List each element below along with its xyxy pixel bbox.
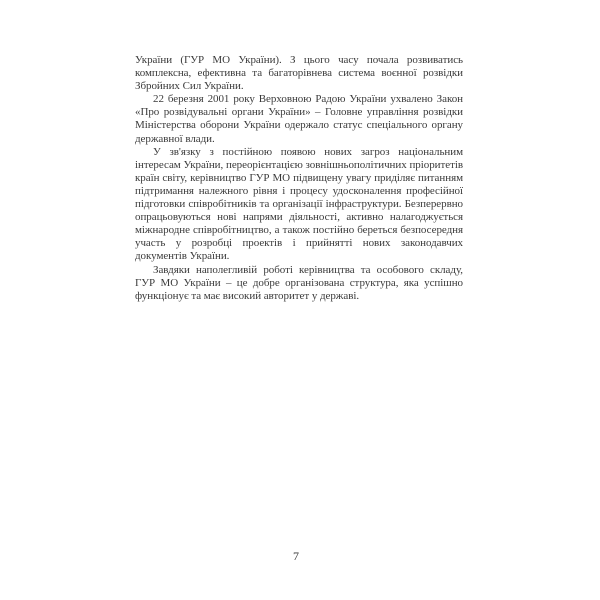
paragraph-law-2001: 22 березня 2001 року Верховною Радою України ухвалено Закон «Про розвідувальні органи України» – Головне управління розвідки Міністерства оборони України одержало статус спеціального органу державної влади. [135, 93, 463, 145]
body-text [135, 54, 463, 303]
page-number: 7 [293, 549, 299, 563]
paragraph-continuation: України (ГУР МО України). З цього часу почала розвиватись комплексна, ефективна та багаторівнева система воєнної розвідки Збройних Сил України. [135, 54, 463, 93]
paragraph-new-threats: У зв'язку з постійною появою нових загроз національним інтересам України, переорієнтацією зовнішньополітичних пріоритетів країн світу, керівництво ГУР МО підвищену увагу приділяє питанням підтримання належного рівня і процесу удосконалення професійної підготовки співробітників та організації інфраструктури. Безперервно опрацьовуються нові напрями діяльності, активно налагоджується міжнародне співробітництво, а також постійно береться безпосередня участь у розробці проектів і прийнятті нових законодавчих документів України. [135, 145, 463, 263]
paragraph-conclusion: Завдяки наполегливій роботі керівництва та особового складу, ГУР МО України – це добре організована структура, яка успішно функціонує та має високий авторитет у державі. [135, 263, 463, 302]
